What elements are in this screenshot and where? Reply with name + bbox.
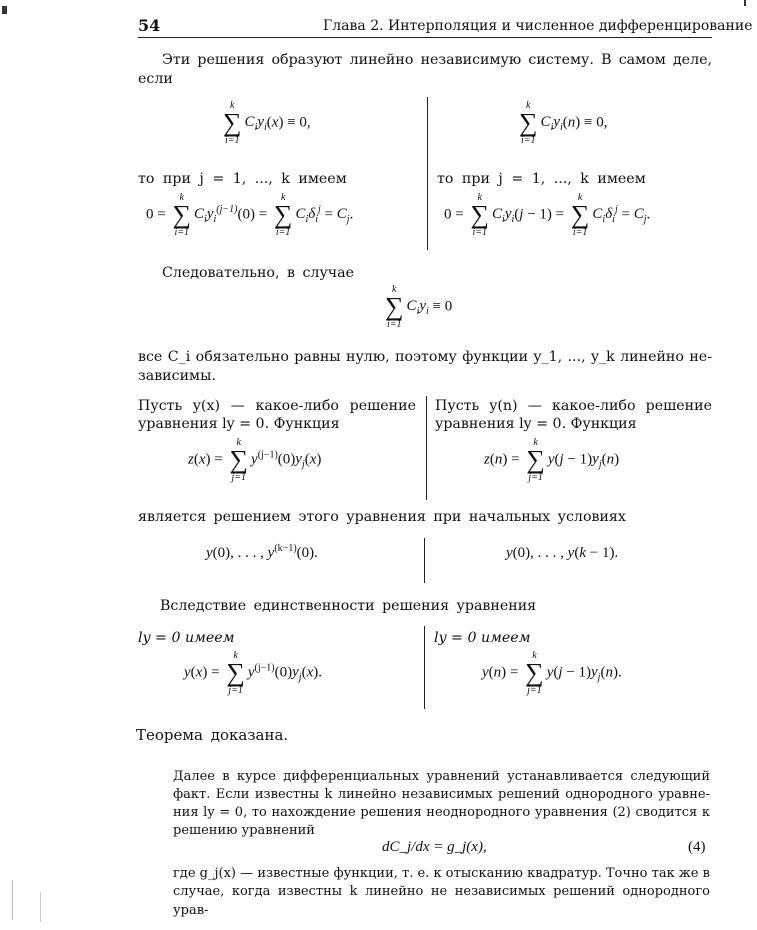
column-divider xyxy=(424,626,425,709)
theorem-proved-text: Теорема доказана. xyxy=(136,726,289,744)
equation-4: dC_j/dx = g_j(x), xyxy=(382,839,487,855)
formula-z-right: z(n) = k ∑ j=1 $y(j - 1)y_j(n)$ xyxy=(484,437,620,483)
formula-initial-right: y(0), . . . , y(k − 1). xyxy=(506,545,619,561)
formula-y-left: y(x) = k ∑ j=1 $y^{(j-1)}(0)y_j(x)$. xyxy=(184,650,322,696)
paragraph-line: Эти решения образуют линейно независимую систему. В самом деле, xyxy=(162,52,712,68)
left-let-line: уравнения ly = 0. Функция xyxy=(138,416,340,432)
formula-initial-left: y(0), . . . , $y^{(k-1)}(0)$. xyxy=(206,543,318,561)
formula-y-right: y(n) = k ∑ j=1 $y(j - 1)y_j(n)$. xyxy=(482,650,622,696)
fine-print-line: случае, когда известны k линейно не независимых решений однородного урав- xyxy=(173,884,710,918)
left-then-text: то при j = 1, ..., k имеем xyxy=(138,171,347,187)
right-let-line: уравнения ly = 0. Функция xyxy=(435,416,637,432)
right-let-line: Пусть y(n) — какое-либо решение xyxy=(435,398,712,414)
scan-mark xyxy=(12,880,13,920)
formula-sum-left: k ∑ i=1 $C_iy_i(x) \equiv 0$, xyxy=(223,100,311,146)
header-rule xyxy=(138,37,712,38)
paragraph-line: если xyxy=(138,71,173,87)
running-title: Глава 2. Интерполяция и численное дифференцирование xyxy=(323,18,753,34)
scan-mark xyxy=(744,0,746,6)
formula-left-derivative: 0 = k ∑ i=1 $C_iy_i^{(j-1)}(0)$ = k ∑ i=1 $C_i\delta_i^j = C_j$. xyxy=(146,192,354,238)
equation-4-number: (4) xyxy=(688,839,706,855)
fine-print-line: факт. Если известны k линейно независимых решений однородного уравне- xyxy=(173,787,710,802)
formula-sum-right: k ∑ i=1 $C_iy_i(n) \equiv 0$, xyxy=(519,100,608,146)
fine-print-line: решению уравнений xyxy=(173,823,315,838)
paragraph-line: зависимы. xyxy=(138,368,216,384)
column-divider xyxy=(424,538,425,583)
scan-mark xyxy=(40,892,41,922)
fine-print-line: ния ly = 0, то нахождение решения неоднородного уравнения (2) сводится к xyxy=(173,805,710,820)
right-then-text: то при j = 1, ..., k имеем xyxy=(437,171,646,187)
formula-z-left: z(x) = k ∑ j=1 $y^{(j-1)}(0)y_j(x)$ xyxy=(188,437,322,483)
column-divider xyxy=(426,396,427,500)
consequently-text: Следовательно, в случае xyxy=(162,265,355,281)
scan-mark xyxy=(2,6,7,14)
left-have-text: ly = 0 имеем xyxy=(138,630,235,646)
is-solution-text: является решением этого уравнения при начальных условиях xyxy=(138,509,626,525)
fine-print-line: где g_j(x) — известные функции, т. е. к отысканию квадратур. Точно так же в xyxy=(173,866,710,881)
paragraph-line: все C_i обязательно равны нулю, поэтому функции y_1, ..., y_k линейно не- xyxy=(138,349,712,365)
uniqueness-text: Вследствие единственности решения уравнения xyxy=(160,598,537,614)
page-number: 54 xyxy=(138,16,161,35)
right-have-text: ly = 0 имеем xyxy=(434,630,531,646)
formula-sum-center: k ∑ i=1 $C_iy_i \equiv 0$ xyxy=(385,284,453,330)
fine-print-line: Далее в курсе дифференциальных уравнений устанавливается следующий xyxy=(173,769,710,784)
column-divider xyxy=(427,97,428,250)
left-let-line: Пусть y(x) — какое-либо решение xyxy=(138,398,416,414)
formula-right-shift: 0 = k ∑ i=1 $C_iy_i(j - 1)$ = k ∑ i=1 $C_i\delta_i^j = C_j$. xyxy=(444,192,651,238)
